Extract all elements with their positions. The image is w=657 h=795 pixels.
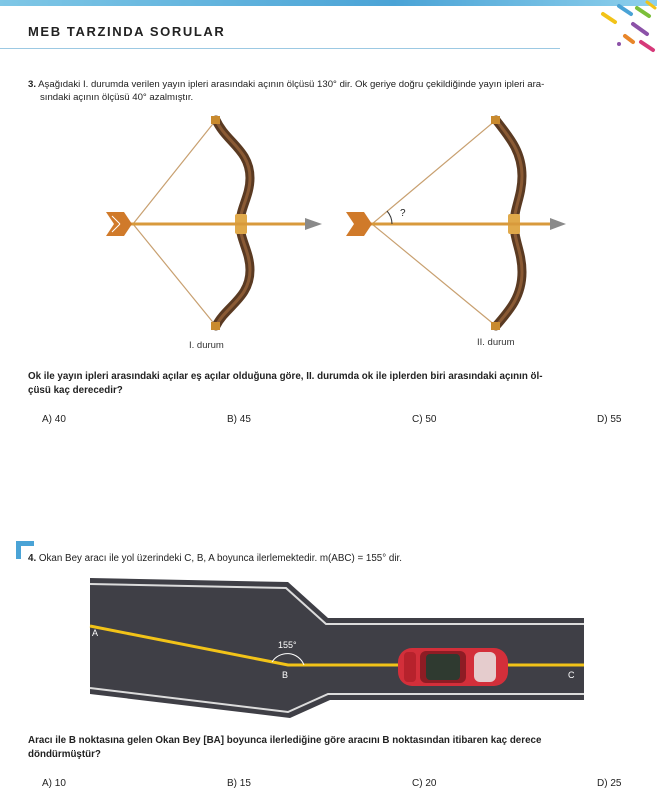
decorative-stripes [537, 0, 657, 60]
bow-tip-top [491, 116, 500, 124]
q4-text: Okan Bey aracı ile yol üzerindeki C, B, A boyunca ilerlemektedir. m(ABC) = 155° dir. [38, 553, 402, 564]
q4-question-line1: Aracı ile B noktasına gelen Okan Bey [BA] boyunca ilerlediğine göre aracını B noktasından itibaren kaç derece [28, 735, 542, 746]
angle-label: 155° [278, 640, 297, 650]
q3-option-b[interactable]: B) 45 [227, 414, 251, 425]
page-title: MEB TARZINDA SORULAR [28, 24, 226, 39]
bow-string-upper [372, 120, 496, 224]
bow-tip-top [211, 116, 220, 124]
fig2-angle-label: ? [400, 208, 406, 219]
q3-option-d[interactable]: D) 55 [597, 414, 622, 425]
q4-option-c[interactable]: C) 20 [412, 778, 437, 789]
q4-options [42, 778, 627, 792]
q4-option-b[interactable]: B) 15 [227, 778, 251, 789]
arrow-fletching [346, 212, 372, 236]
fig1-caption: I. durum [189, 340, 224, 351]
q3-option-a[interactable]: A) 40 [42, 414, 66, 425]
q3-options [42, 414, 627, 428]
fig2-caption: II. durum [477, 337, 515, 348]
q4-question [28, 734, 628, 762]
arrow-head [305, 218, 322, 230]
bow-tip-bottom [491, 322, 500, 330]
car-icon [398, 648, 508, 686]
q3-text-line1: Aşağıdaki I. durumda verilen yayın ipleri arasındaki açının ölçüsü 130° dir. Ok geriye doğru çekildiğinde yayın ipleri ara- [38, 79, 545, 90]
road-figure [60, 578, 584, 718]
header-divider [0, 48, 560, 49]
q4-statement [28, 553, 402, 564]
q3-statement [28, 78, 628, 104]
point-b-label: B [282, 670, 289, 680]
q4-option-d[interactable]: D) 25 [597, 778, 622, 789]
bow-string-upper [133, 120, 216, 224]
q3-text-line2: sındaki açının ölçüsü 40° azalmıştır. [40, 92, 194, 103]
q3-question-line2: çüsü kaç derecedir? [28, 385, 123, 396]
bow-figure-2 [340, 112, 570, 342]
bow-tip-bottom [211, 322, 220, 330]
bow-string-lower [372, 224, 496, 326]
arrow-head [550, 218, 566, 230]
arrow-fletching [106, 212, 132, 236]
q4-question-line2: döndürmüştür? [28, 749, 101, 760]
q3-question [28, 370, 628, 398]
point-a-label: A [92, 628, 99, 638]
q4-number: 4. [28, 553, 37, 564]
point-c-label: C [568, 670, 575, 680]
q4-option-a[interactable]: A) 10 [42, 778, 66, 789]
bow-string-lower [133, 224, 216, 326]
bow-figure-1 [100, 112, 330, 342]
q3-number: 3. [28, 79, 37, 90]
q3-question-line1: Ok ile yayın ipleri arasındaki açılar eş açılar olduğuna göre, II. durumda ok ile iplerden biri arasındaki açının öl- [28, 371, 543, 382]
angle-arc [387, 211, 392, 224]
q3-option-c[interactable]: C) 50 [412, 414, 437, 425]
